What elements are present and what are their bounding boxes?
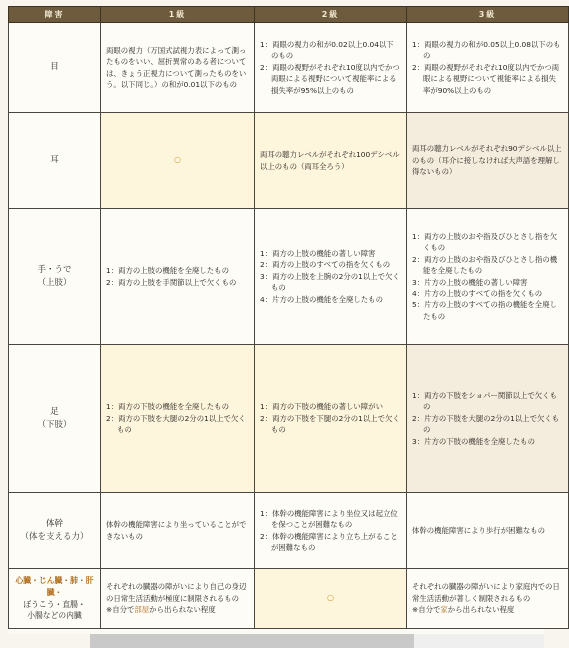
list-item: 1：両方の上肢の機能の著しい障害 xyxy=(260,248,376,258)
trunk-grade-2 xyxy=(255,493,407,569)
table-row-arm xyxy=(9,209,569,345)
internal-grade-1 xyxy=(101,569,255,629)
category-label-highlight: 心臓・じん臓・肺・肝臓・ xyxy=(15,576,94,597)
grade-text: それぞれの臓器の障がいにより自己の身辺の日常生活活動が極度に制限されるもの xyxy=(106,582,247,603)
list-item: 1：両眼の視力の和が0.02以上0.04以下のもの xyxy=(260,39,394,61)
list-item: 3：片方の下肢の機能を全廃したもの xyxy=(412,436,535,446)
category-ear xyxy=(9,113,101,209)
note-prefix: ※自分で xyxy=(412,605,441,615)
eye-grade-2 xyxy=(255,23,407,113)
table-header-row xyxy=(9,7,569,23)
trunk-grade-1: 体幹の機能障害により坐っていることができないもの xyxy=(101,493,255,569)
grade-note xyxy=(412,605,514,614)
leg-grade-2 xyxy=(255,345,407,493)
eye-grade-3 xyxy=(407,23,569,113)
bottom-scroll-bar[interactable] xyxy=(90,634,414,648)
list-item: 3：片方の上肢の機能の著しい障害 xyxy=(412,277,528,287)
category-eye xyxy=(9,23,101,113)
category-label: ぼうこう・直腸・ xyxy=(23,599,86,609)
table-row-trunk xyxy=(9,493,569,569)
grade-text: それぞれの臓器の障がいにより家庭内での日常生活活動が著しく制限されるもの xyxy=(412,582,560,603)
list-item: 4：片方の上肢の機能を全廃したもの xyxy=(260,294,383,304)
category-sublabel: （上肢） xyxy=(37,277,72,288)
list-item: 4：片方の上肢のすべての指を欠くもの xyxy=(412,288,543,298)
note-suffix: から出られない程度 xyxy=(149,605,216,615)
list-item: 1：両方の下肢の機能を全廃したもの xyxy=(106,402,229,412)
trunk-grade-3: 体幹の機能障害により歩行が困難なもの xyxy=(407,493,569,569)
header-category: 障害 xyxy=(9,7,101,23)
table-row-internal-organs xyxy=(9,569,569,629)
note-prefix: ※自分で xyxy=(106,605,135,615)
list-item: 2：両方の下肢を大腿の2分の1以上で欠くもの xyxy=(106,413,246,435)
ear-grade-3: 両耳の聴力レベルがそれぞれ90デシベル以上のもの（耳介に接しなければ大声語を理解し得ないもの） xyxy=(407,113,569,209)
list-item: 1：両方の下肢をショパー関節以上で欠くもの xyxy=(412,390,557,412)
category-arm xyxy=(9,209,101,345)
list-item: 2：体幹の機能障害により立ち上がることが困難なもの xyxy=(260,531,398,552)
list-item: 2：両方の上肢を手関節以上で欠くもの xyxy=(106,277,237,287)
list-item: 2：両方の上肢のおや指及びひとさし指の機能を全廃したもの xyxy=(412,254,558,276)
category-label: 足 xyxy=(50,407,59,418)
list-item: 3：両方の上肢を上腕の2分の1以上で欠くもの xyxy=(260,271,400,293)
arm-grade-2 xyxy=(255,209,407,345)
list-item: 2：両眼の視野がそれぞれ10度以内でかつ両眼による視野について視能率による損失率が95%以上のもの xyxy=(260,62,400,95)
ear-grade-2: 両耳の聴力レベルがそれぞれ100デシベル以上のもの（両耳全ろう） xyxy=(255,113,407,209)
ear-grade-1 xyxy=(101,113,255,209)
bottom-bar-track xyxy=(414,634,544,648)
note-suffix: から出られない程度 xyxy=(447,605,515,615)
list-item: 1：両方の上肢の機能を全廃したもの xyxy=(106,266,229,276)
list-item: 2：両方の下肢を下腿の2分の1以上で欠くもの xyxy=(260,413,400,435)
table-row-leg xyxy=(9,345,569,493)
category-label: 耳 xyxy=(50,155,59,166)
category-label: 体幹 xyxy=(45,519,63,530)
disability-grade-table-page xyxy=(8,6,562,634)
category-internal-organs xyxy=(9,569,101,629)
category-sublabel: （体を支える力） xyxy=(20,531,89,542)
leg-grade-3 xyxy=(407,345,569,493)
list-item: 1：両方の上肢のおや指及びひとさし指を欠くもの xyxy=(412,231,558,253)
header-grade-1: 1級 xyxy=(101,7,255,23)
internal-grade-3 xyxy=(407,569,569,629)
list-item: 2：両眼の視野がそれぞれ10度以内でかつ両眼による視野について視能率による損失率が90%以上のもの xyxy=(412,62,560,95)
list-item: 5：片方の上肢のすべての指の機能を全廃したもの xyxy=(412,300,557,321)
placeholder-dot: ○ xyxy=(327,593,334,603)
header-grade-2: 2級 xyxy=(255,7,407,23)
disability-grade-table xyxy=(8,6,569,629)
note-highlight: 家 xyxy=(440,605,448,615)
category-leg xyxy=(9,345,101,493)
header-grade-3: 3級 xyxy=(407,7,569,23)
category-label: 目 xyxy=(50,62,59,73)
list-item: 2：両方の上肢のすべての指を欠くもの xyxy=(260,260,391,270)
category-label: 手・うで xyxy=(37,265,72,276)
eye-grade-1: 両眼の視力（万国式試視力表によって測ったものをいい、屈折異常のある者については、きょう正視力について測ったものをいう。以下同じ。）の和が0.01以下のもの xyxy=(101,23,255,113)
list-item: 2：片方の下肢を大腿の2分の1以上で欠くもの xyxy=(412,413,560,435)
list-item: 1：体幹の機能障害により坐位又は起立位を保つことが困難なもの xyxy=(260,508,398,530)
category-label-tail: 小腸などの内臓 xyxy=(27,611,82,621)
grade-note xyxy=(106,605,216,614)
category-trunk xyxy=(9,493,101,569)
arm-grade-3 xyxy=(407,209,569,345)
internal-grade-2 xyxy=(255,569,407,629)
table-row-eye xyxy=(9,23,569,113)
placeholder-dot: ○ xyxy=(174,155,181,165)
list-item: 1：両方の下肢の機能の著しい障がい xyxy=(260,402,383,412)
arm-grade-1 xyxy=(101,209,255,345)
note-highlight: 部屋 xyxy=(134,605,150,615)
category-sublabel: （下肢） xyxy=(37,419,72,430)
list-item: 1：両眼の視力の和が0.05以上0.08以下のもの xyxy=(412,39,561,61)
leg-grade-1 xyxy=(101,345,255,493)
table-row-ear xyxy=(9,113,569,209)
